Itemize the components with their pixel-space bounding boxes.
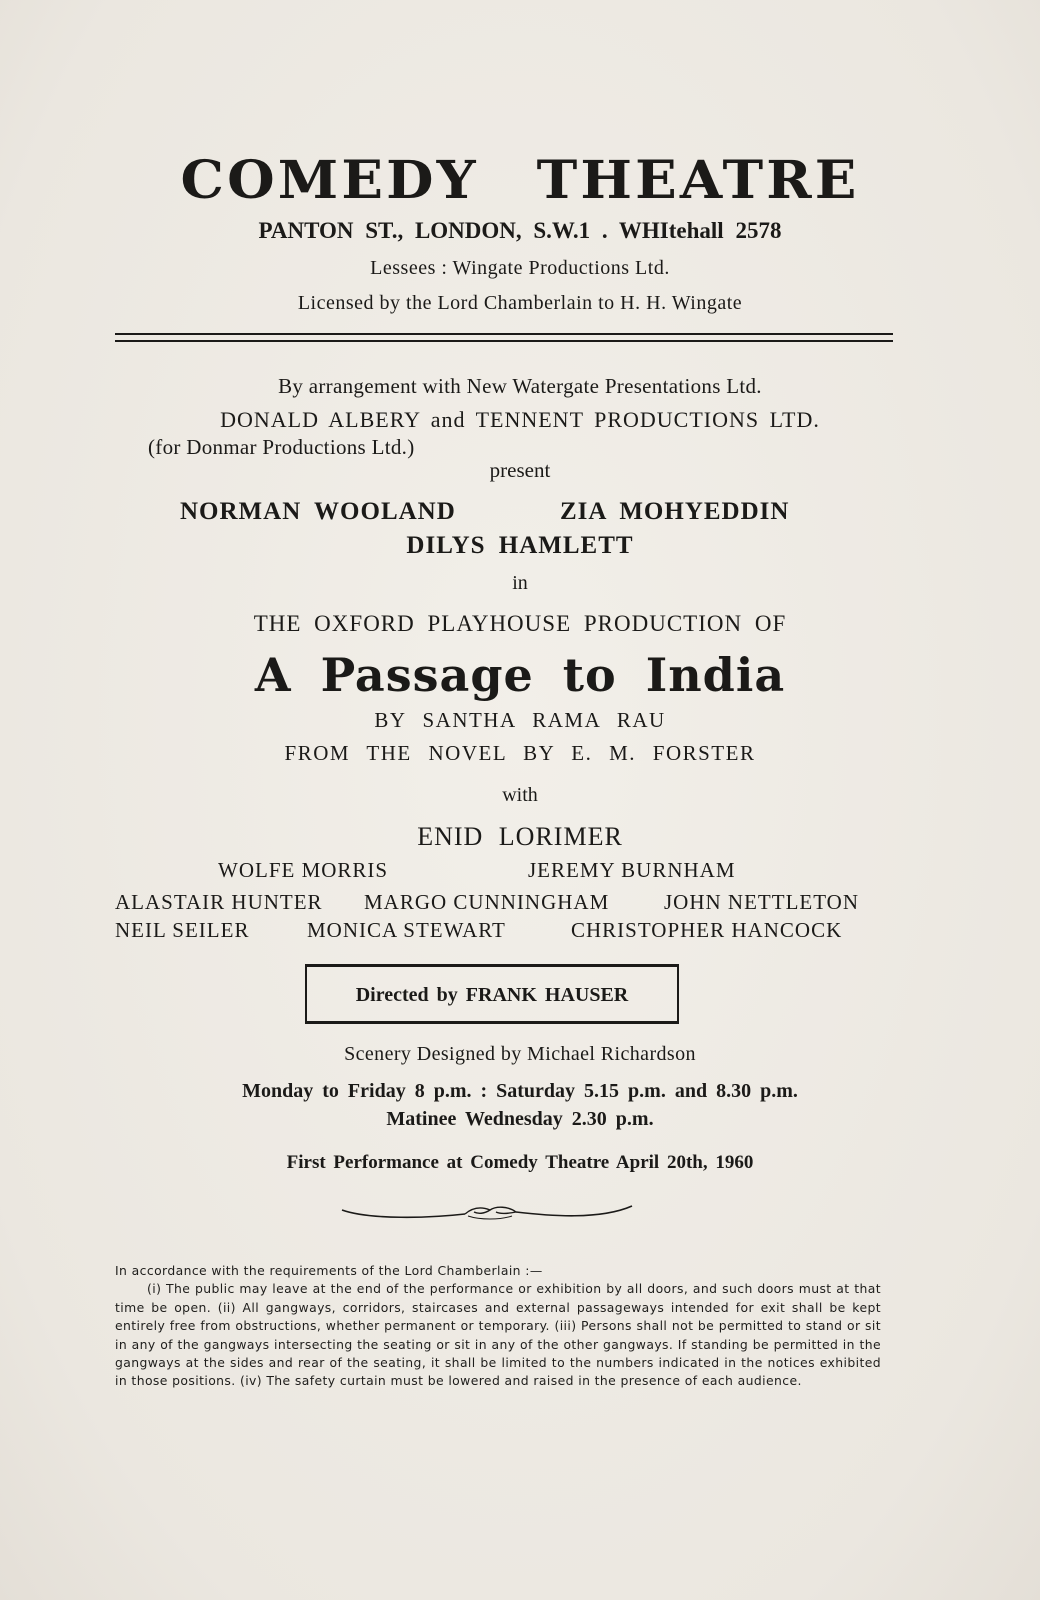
theatre-address: PANTON ST., LONDON, S.W.1 . WHItehall 2578 xyxy=(258,218,782,243)
arrangement-line: By arrangement with New Watergate Presentations Ltd. xyxy=(278,374,762,398)
lessees-line: Lessees : Wingate Productions Ltd. xyxy=(370,257,670,279)
cast-member: ALASTAIR HUNTER xyxy=(115,890,323,914)
theatre-name: COMEDY THEATRE xyxy=(180,150,860,211)
director-credit: Directed by FRANK HAUSER xyxy=(305,964,679,1024)
production-line: THE OXFORD PLAYHOUSE PRODUCTION OF xyxy=(253,611,787,636)
header-rule-top xyxy=(115,333,893,335)
performance-times: Monday to Friday 8 p.m. : Saturday 5.15 p.m. and 8.30 p.m. xyxy=(242,1080,798,1102)
cast-member: MARGO CUNNINGHAM xyxy=(364,890,610,914)
flourish-ornament-icon xyxy=(340,1196,640,1230)
notice-body: (i) The public may leave at the end of the performance or exhibition by all doors, and such doors must at that time be open. (ii) All gangways, corridors, staircases and external passageways intended for exit shall be kept entirely free from obstructions, whether permanent or temporary. (iii) Persons shall not be permitted to stand or sit in any of the gangways intersecting the seating or sit in any of the other gangways. If standing be permitted in the gangways at the sides and rear of the seating, it shall be limited to the numbers indicated in the notices exhibited in those positions. (iv) The safety curtain must be lowered and raised in the presence of each audience. xyxy=(115,1281,881,1389)
novel-line: FROM THE NOVEL BY E. M. FORSTER xyxy=(284,741,756,765)
cast-member: JEREMY BURNHAM xyxy=(528,858,736,882)
first-performance: First Performance at Comedy Theatre April 20th, 1960 xyxy=(286,1152,754,1173)
producers-line: DONALD ALBERY and TENNENT PRODUCTIONS LTD. xyxy=(220,407,820,432)
star-name: ZIA MOHYEDDIN xyxy=(560,498,790,525)
for-line: (for Donmar Productions Ltd.) xyxy=(148,435,415,459)
scenery-credit: Scenery Designed by Michael Richardson xyxy=(344,1043,696,1065)
in-word: in xyxy=(512,572,528,594)
play-title: A Passage to India xyxy=(254,648,786,702)
matinee-time: Matinee Wednesday 2.30 p.m. xyxy=(386,1108,654,1130)
cast-member: CHRISTOPHER HANCOCK xyxy=(571,918,843,942)
present-word: present xyxy=(489,458,551,482)
star-name: NORMAN WOOLAND xyxy=(180,498,456,525)
notice-intro: In accordance with the requirements of the Lord Chamberlain :— xyxy=(115,1263,543,1278)
author-line: BY SANTHA RAMA RAU xyxy=(374,708,666,732)
cast-member: WOLFE MORRIS xyxy=(218,858,389,882)
featured-actor: ENID LORIMER xyxy=(417,822,623,851)
star-name: DILYS HAMLETT xyxy=(406,532,634,559)
cast-member: NEIL SEILER xyxy=(115,918,250,942)
header-rule-bottom xyxy=(115,340,893,342)
with-word: with xyxy=(502,784,538,806)
cast-member: JOHN NETTLETON xyxy=(664,890,860,914)
cast-member: MONICA STEWART xyxy=(307,918,506,942)
legal-notice xyxy=(115,1262,881,1391)
licence-line: Licensed by the Lord Chamberlain to H. H. Wingate xyxy=(297,292,743,314)
